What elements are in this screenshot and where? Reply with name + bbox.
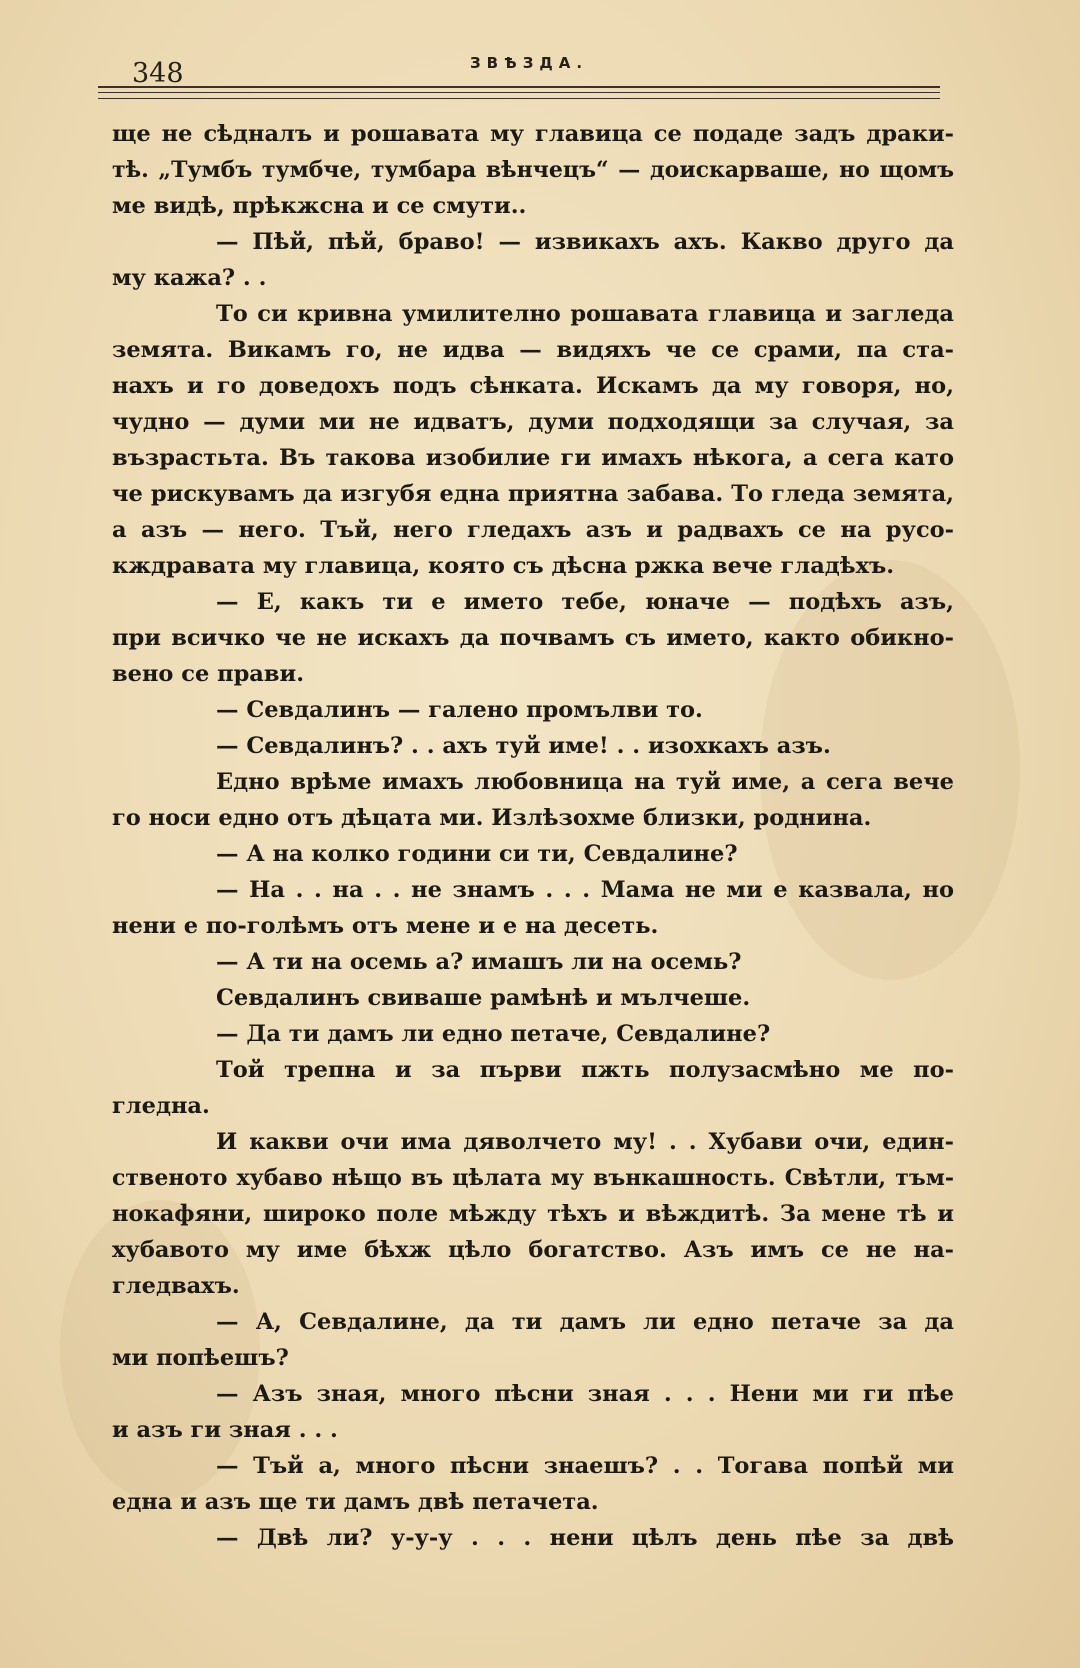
- text-line: И какви очи има дяволчето му! . . Хубави очи, един-: [216, 1129, 954, 1155]
- text-line: Севдалинъ свиваше рамѣнѣ и мълчеше.: [216, 985, 751, 1011]
- text-line: — Азъ зная, много пѣсни зная . . . Нени ми ги пѣе: [216, 1381, 954, 1407]
- text-line: — Тъй а, много пѣсни знаешъ? . . Тогава попѣй ми: [216, 1453, 954, 1479]
- header-rule: [98, 98, 940, 99]
- text-line: Едно врѣме имахъ любовница на туй име, а сега вече: [216, 769, 954, 795]
- running-head: ЗВѢЗДА.: [470, 54, 589, 72]
- text-line: нокафяни, широко поле мѣжду тѣхъ и вѣждитѣ. За мене тѣ и: [112, 1201, 954, 1227]
- text-line: хубавото му име бѣхж цѣло богатство. Азъ имъ се не на-: [112, 1237, 954, 1263]
- body-text: [112, 116, 954, 1556]
- text-line: — Севдалинъ — галено промълви то.: [216, 697, 703, 723]
- text-line: ме видѣ, прѣкжсна и се смути..: [112, 193, 527, 219]
- text-line: ми попѣешъ?: [112, 1345, 289, 1371]
- text-line: — А, Севдалине, да ти дамъ ли едно петаче за да: [216, 1309, 954, 1335]
- text-line: ственото хубаво нѣщо въ цѣлата му вънкашность. Свѣтли, тъм-: [112, 1165, 954, 1191]
- text-line: То си кривна умилително рошавата главица и загледа: [216, 301, 954, 327]
- text-line: че рискувамъ да изгубя една приятна забава. То гледа земята,: [112, 481, 954, 507]
- text-line: — На . . на . . не знамъ . . . Мама не ми е казвала, но: [216, 877, 954, 903]
- text-line: една и азъ ще ти дамъ двѣ петачета.: [112, 1489, 599, 1515]
- text-line: — А на колко години си ти, Севдалине?: [216, 841, 738, 867]
- text-line: ще не сѣдналъ и рошавата му главица се подаде задъ драки-: [112, 121, 954, 147]
- text-line: Той трепна и за първи пжть полузасмѣно ме по-: [216, 1057, 954, 1083]
- text-line: — Севдалинъ? . . ахъ туй име! . . изохкахъ азъ.: [216, 733, 831, 759]
- text-line: земята. Викамъ го, не идва — видяхъ че се срами, па ста-: [112, 337, 954, 363]
- page-header: [98, 50, 940, 96]
- text-line: гледна.: [112, 1093, 210, 1119]
- text-line: — Пѣй, пѣй, браво! — извикахъ ахъ. Какво друго да: [216, 229, 954, 255]
- text-line: — А ти на осемь а? имашъ ли на осемь?: [216, 949, 742, 975]
- text-line: чудно — думи ми не идватъ, думи подходящи за случая, за: [112, 409, 954, 435]
- text-line: гледвахъ.: [112, 1273, 240, 1299]
- text-line: а азъ — него. Тъй, него гледахъ азъ и радвахъ се на русо-: [112, 517, 954, 543]
- text-line: вено се прави.: [112, 661, 305, 687]
- text-line: възрастьта. Въ такова изобилие ги имахъ нѣкога, а сега като: [112, 445, 954, 471]
- text-line: и азъ ги зная . . .: [112, 1417, 338, 1443]
- text-line: нени е по-голѣмъ отъ мене и е на десеть.: [112, 913, 659, 939]
- text-line: му кажа? . .: [112, 265, 267, 291]
- text-line: — Двѣ ли? у-у-у . . . нени цѣлъ день пѣе за двѣ: [216, 1525, 954, 1551]
- header-rule: [98, 86, 940, 88]
- text-line: тѣ. „Тумбъ тумбче, тумбара вѣнчецъ“ — доискарваше, но щомъ: [112, 157, 954, 183]
- text-line: при всичко че не искахъ да почвамъ съ името, както обикно-: [112, 625, 954, 651]
- text-line: нахъ и го доведохъ подъ сѣнката. Искамъ да му говоря, но,: [112, 373, 954, 399]
- text-line: кждравата му главица, която съ дѣсна ржка вече гладѣхъ.: [112, 553, 895, 579]
- text-line: — Да ти дамъ ли едно петаче, Севдалине?: [216, 1021, 771, 1047]
- page-number: 348: [132, 58, 184, 89]
- text-line: го носи едно отъ дѣцата ми. Излѣзохме близки, роднина.: [112, 805, 872, 831]
- header-rule: [98, 92, 940, 93]
- text-line: — Е, какъ ти е името тебе, юначе — подѣхъ азъ,: [216, 589, 954, 615]
